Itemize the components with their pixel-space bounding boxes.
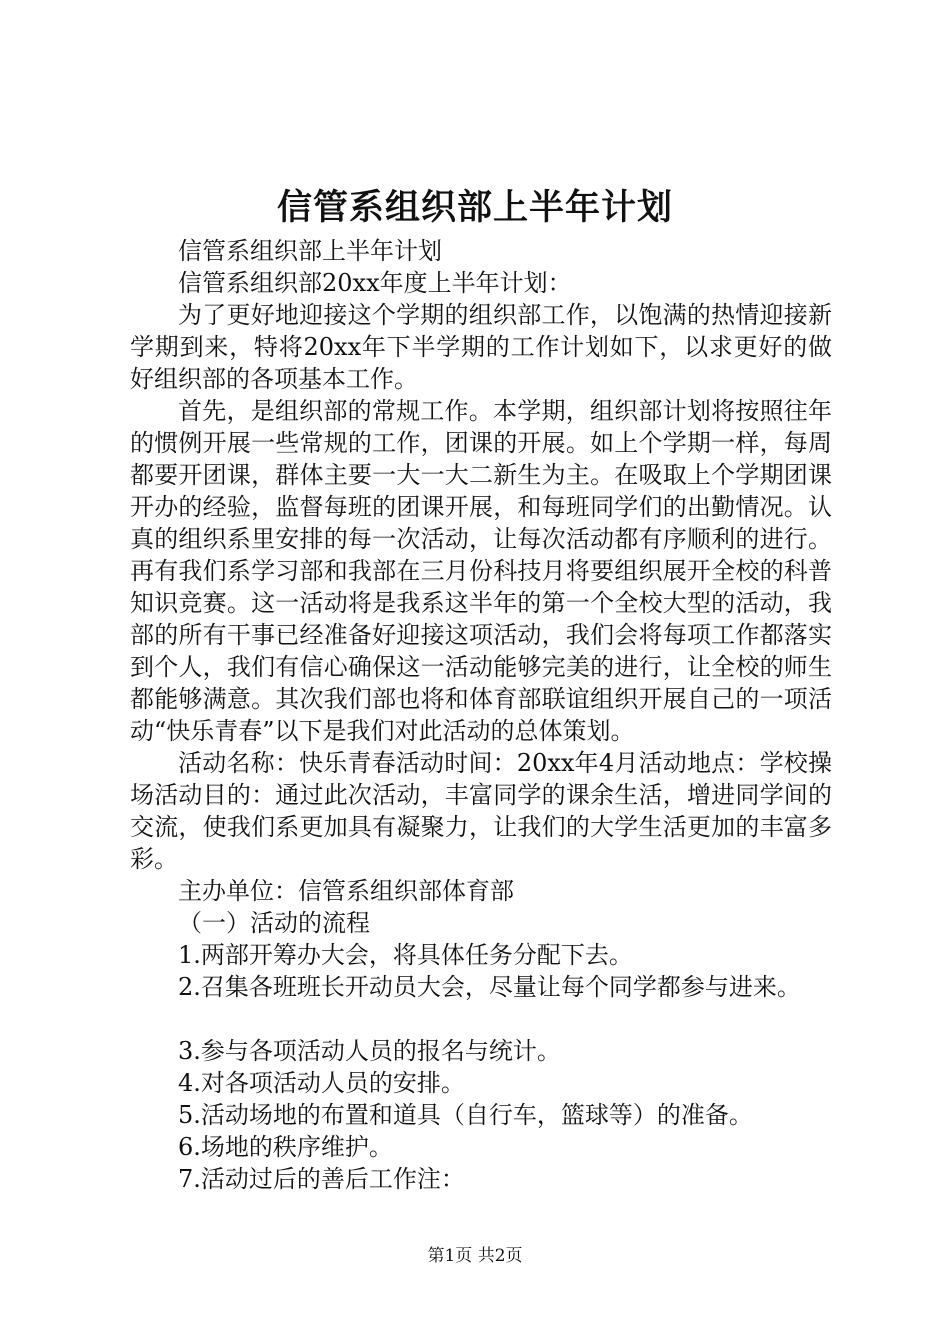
paragraph-activity-info: 活动名称：快乐青春活动时间：20xx年4月活动地点：学校操场活动目的：通过此次活动，丰富同学的课余生活，增进同学间的交流，使我们系更加具有凝聚力，让我们的大学生活更加的丰富多彩。 [130, 749, 832, 873]
paragraph-process-heading: （一）活动的流程 [178, 909, 370, 937]
list-item: 2.召集各班班长开动员大会，尽量让每个同学都参与进来。 [178, 973, 801, 1001]
list-item: 5.活动场地的布置和道具（自行车，篮球等）的准备。 [178, 1101, 753, 1129]
paragraph-subtitle: 信管系组织部上半年计划 [178, 237, 442, 265]
document-body [130, 235, 832, 1195]
paragraph-routine-work: 首先，是组织部的常规工作。本学期，组织部计划将按照往年的惯例开展一些常规的工作，团课的开展。如上个学期一样，每周都要开团课，群体主要一大一大二新生为主。在吸取上个学期团课开办的经验，监督每班的团课开展，和每班同学们的出勤情况。认真的组织系里安排的每一次活动，让每次活动都有序顺利的进行。再有我们系学习部和我部在三月份科技月将要组织展开全校的科普知识竞赛。这一活动将是我系这半年的第一个全校大型的活动，我部的所有干事已经准备好迎接这项活动，我们会将每项工作都落实到个人，我们有信心确保这一活动能够完美的进行，让全校的师生都能够满意。其次我们部也将和体育部联谊组织开展自己的一项活动“快乐青春”以下是我们对此活动的总体策划。 [130, 397, 832, 745]
paragraph-intro: 为了更好地迎接这个学期的组织部工作，以饱满的热情迎接新学期到来，特将20xx年下半学期的工作计划如下，以求更好的做好组织部的各项基本工作。 [130, 301, 832, 393]
list-item: 6.场地的秩序维护。 [178, 1133, 393, 1161]
list-item: 1.两部开筹办大会，将具体任务分配下去。 [178, 941, 633, 969]
paragraph-organizer: 主办单位：信管系组织部体育部 [178, 877, 514, 905]
paragraph-plan-heading: 信管系组织部20xx年度上半年计划： [178, 269, 572, 297]
list-item: 3.参与各项活动人员的报名与统计。 [178, 1037, 561, 1065]
list-item: 4.对各项活动人员的安排。 [178, 1069, 465, 1097]
page-footer: 第1页 共2页 [427, 1246, 523, 1266]
list-item: 7.活动过后的善后工作注： [178, 1165, 465, 1193]
blank-line [130, 1003, 832, 1035]
document-title: 信管系组织部上半年计划 [276, 187, 673, 228]
